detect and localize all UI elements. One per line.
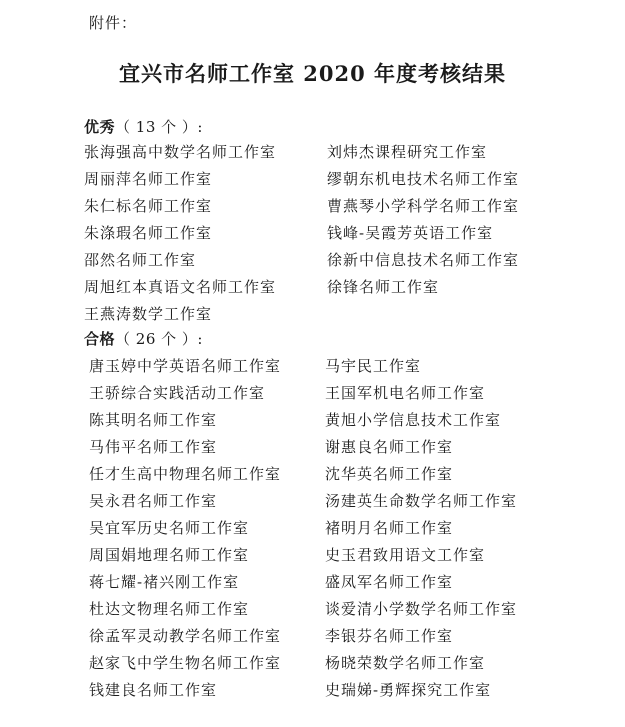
list-item: 刘炜杰课程研究工作室: [327, 143, 488, 161]
qualified-label: 合格: [84, 330, 116, 348]
list-item: 任才生高中物理名师工作室: [89, 465, 282, 483]
qualified-list-left: [89, 353, 281, 704]
list-item: 徐孟军灵动教学名师工作室: [89, 627, 282, 645]
list-item: 吴永君名师工作室: [89, 492, 218, 510]
list-item: 钱峰-吴霞芳英语工作室: [327, 224, 494, 242]
list-item: 黄旭小学信息技术工作室: [325, 411, 502, 429]
list-item: 王骄综合实践活动工作室: [89, 384, 266, 402]
list-item: 谢惠良名师工作室: [325, 438, 454, 456]
list-item: 周旭红本真语文名师工作室: [84, 278, 277, 296]
list-item: 沈华英名师工作室: [325, 465, 454, 483]
list-item: 褚明月名师工作室: [325, 519, 454, 537]
excellent-label: 优秀: [84, 118, 116, 136]
list-item: 谈爱清小学数学名师工作室: [325, 600, 518, 618]
list-item: 徐新中信息技术名师工作室: [327, 251, 520, 269]
list-item: 史瑞娣-勇辉探究工作室: [325, 681, 492, 699]
list-item: 吴宜军历史名师工作室: [89, 519, 250, 537]
list-item: 周国娟地理名师工作室: [89, 546, 250, 564]
list-item: 李银芬名师工作室: [325, 627, 454, 645]
list-item: 蒋七耀-褚兴刚工作室: [89, 573, 240, 591]
list-item: 杜达文物理名师工作室: [89, 600, 250, 618]
list-item: 朱涤瑕名师工作室: [84, 224, 213, 242]
list-item: 汤建英生命数学名师工作室: [325, 492, 518, 510]
list-item: 赵家飞中学生物名师工作室: [89, 654, 282, 672]
attachment-label: 附件：: [89, 14, 138, 32]
document-title: 宜兴市名师工作室 2020 年度考核结果: [118, 61, 507, 86]
excellent-section-heading: [84, 116, 203, 137]
list-item: 盛凤军名师工作室: [325, 573, 454, 591]
list-item: 曹燕琴小学科学名师工作室: [327, 197, 520, 215]
list-item: 史玉君致用语文工作室: [325, 546, 486, 564]
list-item: 马宇民工作室: [325, 357, 422, 375]
excellent-count: （ 13 个 ）:: [115, 118, 203, 136]
qualified-section-heading: [84, 328, 203, 349]
list-item: 缪朝东机电技术名师工作室: [327, 170, 520, 188]
list-item: 邵然名师工作室: [84, 251, 197, 269]
qualified-count: （ 26 个 ）:: [115, 330, 203, 348]
list-item: 唐玉婷中学英语名师工作室: [89, 357, 282, 375]
excellent-list-left: [84, 139, 276, 328]
list-item: 杨晓荣数学名师工作室: [325, 654, 486, 672]
list-item: 陈其明名师工作室: [89, 411, 218, 429]
list-item: 张海强高中数学名师工作室: [84, 143, 277, 161]
list-item: 朱仁标名师工作室: [84, 197, 213, 215]
list-item: 马伟平名师工作室: [89, 438, 218, 456]
list-item: 周丽萍名师工作室: [84, 170, 213, 188]
excellent-list-right: [327, 139, 519, 301]
qualified-list-right: [325, 353, 517, 704]
list-item: 王燕涛数学工作室: [84, 305, 213, 323]
list-item: 徐锋名师工作室: [327, 278, 440, 296]
list-item: 王国军机电名师工作室: [325, 384, 486, 402]
list-item: 钱建良名师工作室: [89, 681, 218, 699]
